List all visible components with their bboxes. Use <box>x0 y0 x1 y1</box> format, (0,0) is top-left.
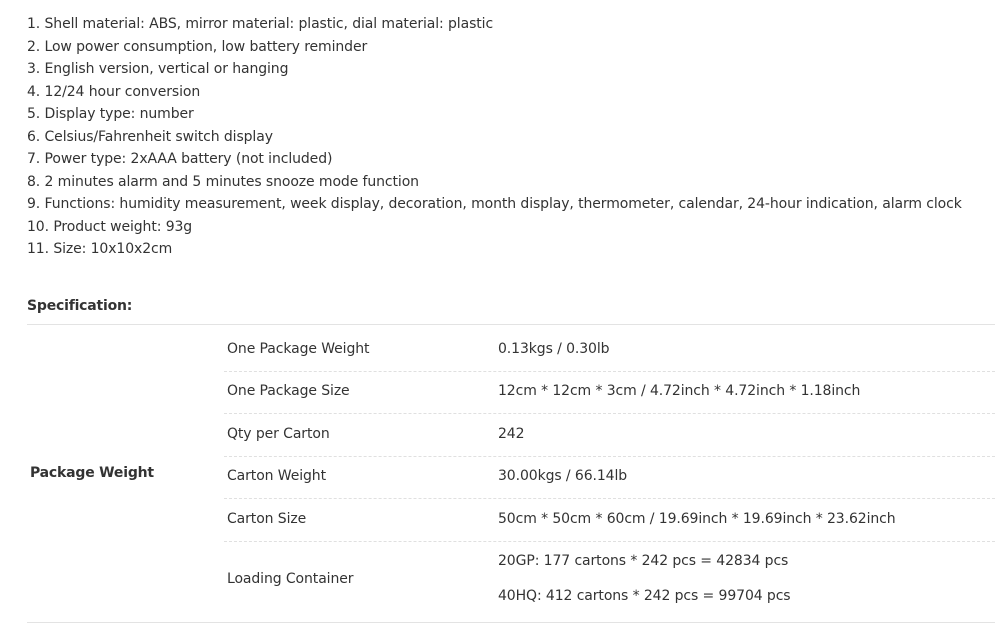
feature-item: 3. English version, vertical or hanging <box>27 61 289 77</box>
spec-row-value: 242 <box>498 426 525 442</box>
feature-item: 7. Power type: 2xAAA battery (not included) <box>27 151 333 167</box>
spec-row-value: 50cm * 50cm * 60cm / 19.69inch * 19.69inch * 23.62inch <box>498 511 896 527</box>
spec-group-label: Package Weight <box>30 465 154 481</box>
feature-item: 4. 12/24 hour conversion <box>27 83 201 100</box>
feature-item: 5. Display type: number <box>27 106 194 122</box>
spec-row-value-secondary: 40HQ: 412 cartons * 242 pcs = 99704 pcs <box>498 588 791 604</box>
spec-row-value: 0.13kgs / 0.30lb <box>498 341 610 357</box>
feature-item: 1. Shell material: ABS, mirror material: plastic, dial material: plastic <box>27 16 494 32</box>
spec-row-label: Loading Container <box>227 571 354 587</box>
feature-item: 6. Celsius/Fahrenheit switch display <box>27 128 273 145</box>
spec-row-value: 12cm * 12cm * 3cm / 4.72inch * 4.72inch * 1.18inch <box>498 383 861 399</box>
spec-table-bottom-border <box>27 622 995 623</box>
feature-item: 9. Functions: humidity measurement, week display, decoration, month display, thermometer, calendar, 24-hour indication, alarm clock <box>27 196 962 212</box>
spec-row-label: Qty per Carton <box>227 426 330 442</box>
row-divider <box>224 541 995 542</box>
row-divider <box>224 498 995 499</box>
spec-row-label: One Package Size <box>227 383 350 399</box>
spec-row-label: Carton Weight <box>227 468 326 484</box>
feature-item: 11. Size: 10x10x2cm <box>27 241 173 257</box>
spec-row-label: One Package Weight <box>227 341 370 357</box>
specification-heading: Specification: <box>27 298 133 314</box>
feature-item: 2. Low power consumption, low battery reminder <box>27 38 368 55</box>
spec-row-value: 30.00kgs / 66.14lb <box>498 468 628 484</box>
feature-list <box>27 13 962 261</box>
row-divider <box>224 413 995 414</box>
spec-table-top-border <box>27 324 995 325</box>
spec-row-value: 20GP: 177 cartons * 242 pcs = 42834 pcs <box>498 553 789 569</box>
feature-item: 10. Product weight: 93g <box>27 218 193 235</box>
spec-row-label: Carton Size <box>227 511 307 527</box>
row-divider <box>224 456 995 457</box>
feature-item: 8. 2 minutes alarm and 5 minutes snooze mode function <box>27 173 419 190</box>
row-divider <box>224 371 995 372</box>
